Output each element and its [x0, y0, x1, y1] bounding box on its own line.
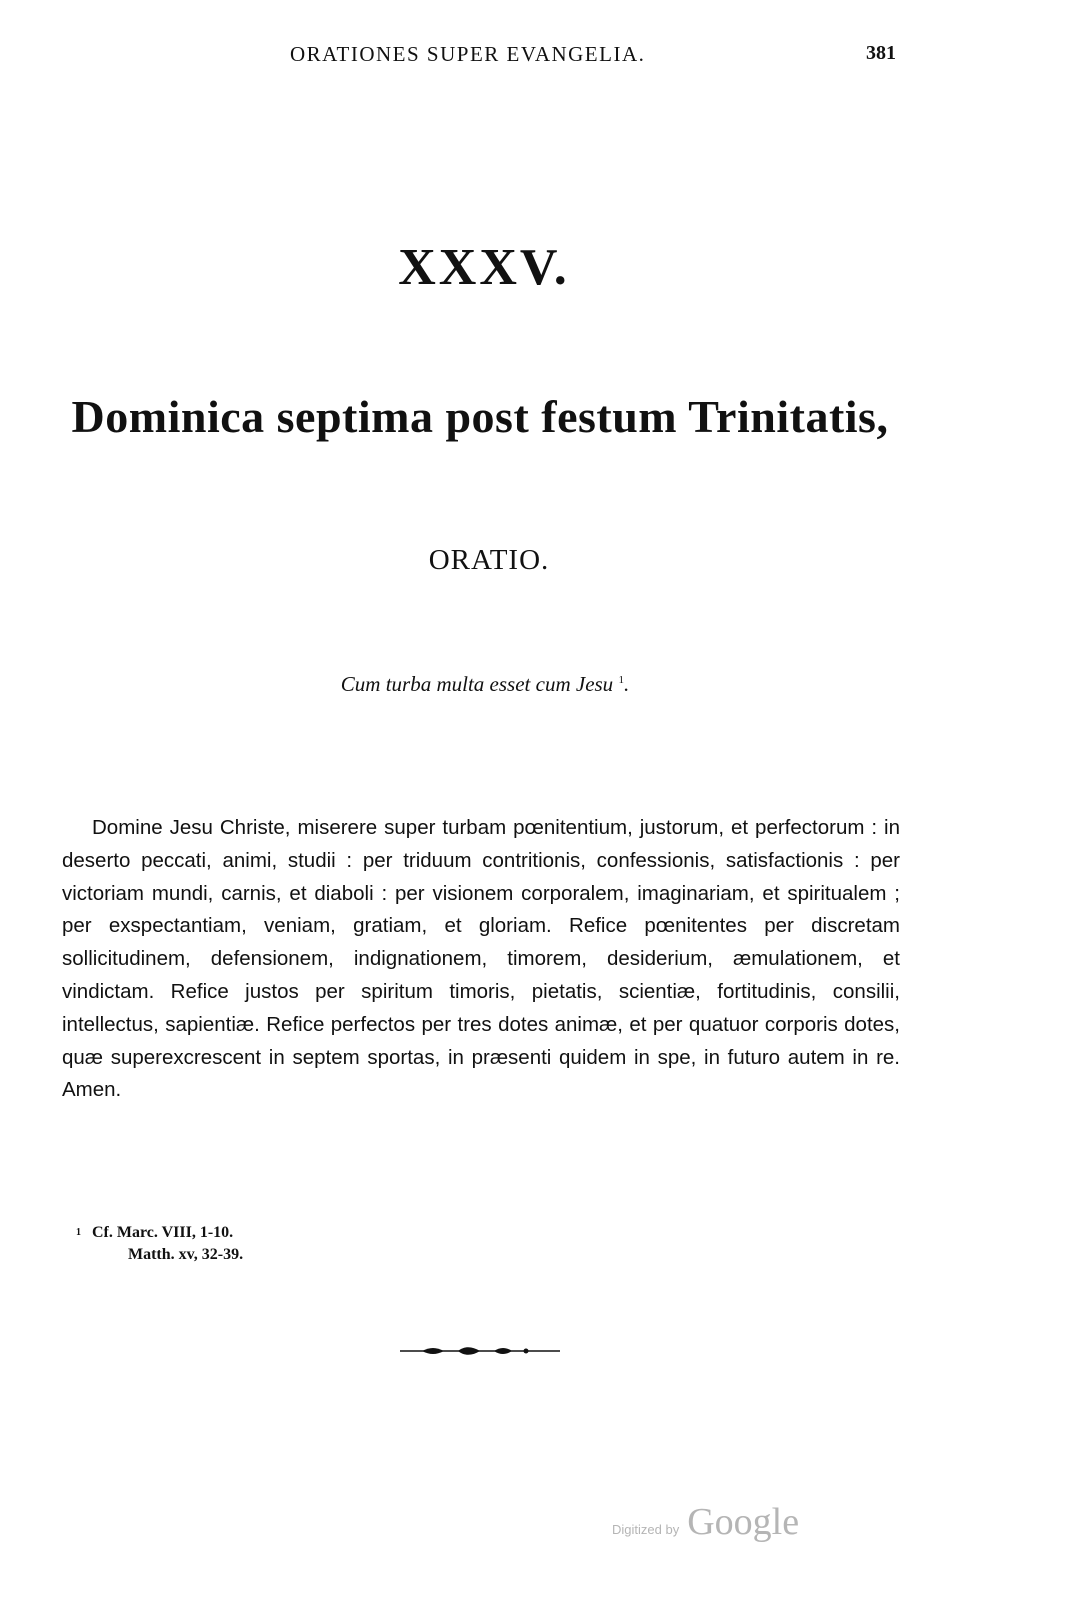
pericope-line — [0, 672, 970, 697]
footnote-citation-1: Cf. Marc. VIII, 1-10. — [92, 1224, 234, 1241]
prayer-body: Domine Jesu Christe, miserere super turbam pœnitentium, justorum, et perfectorum : in deserto peccati, animi, studii : per triduum contritionis, confessionis, satisfactionis : per victoriam mundi, carnis, et diaboli : per visionem corporalem, imaginariam, et spiritualem ; per exspectantiam, veniam, gratiam, et gloriam. Refice pœnitentes per discretam sollicitudinem, defensionem, indignationem, timorem, desiderium, æmulationem, et vindictam. Refice justos per spiritum timoris, pietatis, scientiæ, fortitudinis, consilii, intellectus, sapientiæ. Refice perfectos per tres dotes animæ, et per quatuor corporis dotes, quæ superexcrescent in septem sportas, in præsenti quidem in spe, in futuro autem in re. Amen. — [62, 816, 900, 1102]
running-title: ORATIONES SUPER EVANGELIA. — [290, 42, 646, 66]
footnote-marker: 1 — [76, 1227, 81, 1238]
footnote-line-1 — [76, 1222, 243, 1244]
google-logo: Google — [687, 1501, 800, 1543]
footnote — [76, 1222, 243, 1266]
chapter-numeral: XXXV. — [398, 239, 570, 296]
ornament-divider — [400, 1343, 560, 1359]
footnote-citation-2: Matth. xv, 32-39. — [128, 1246, 244, 1263]
pericope-period: . — [623, 672, 630, 696]
digitized-watermark — [612, 1500, 799, 1544]
pericope-text: Cum turba multa esset cum Jesu — [340, 672, 614, 696]
running-head — [0, 42, 1068, 72]
oratio-heading: ORATIO. — [428, 544, 550, 576]
page-number: 381 — [866, 42, 896, 64]
chapter-title: Dominica septima post festum Trinitatis, — [71, 391, 889, 442]
footnote-reference: 1 — [618, 674, 624, 686]
digitized-prefix: Digitized by — [612, 1522, 680, 1537]
